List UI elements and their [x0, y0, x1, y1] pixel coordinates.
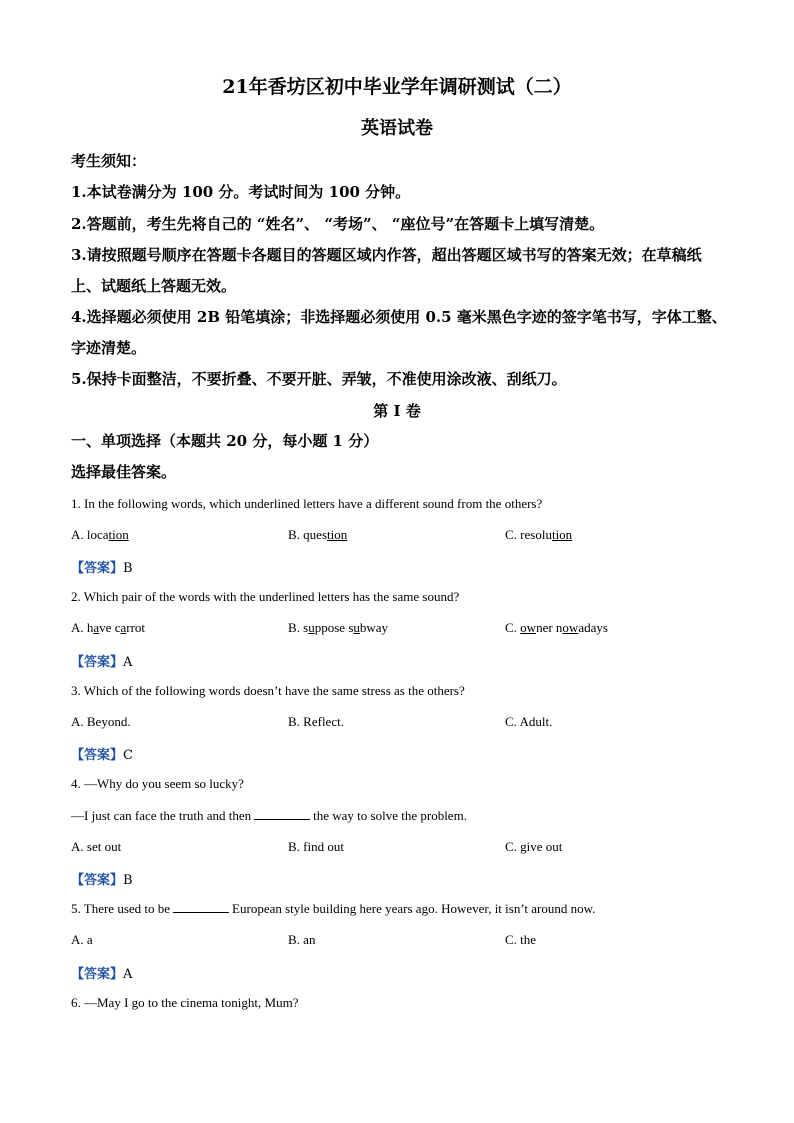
notice-item-5: 5.保持卡面整洁，不要折叠、不要开脏、弄皱，不准使用涂改液、刮纸刀。: [71, 370, 567, 388]
question-3-option-b: B. Reflect.: [288, 714, 344, 729]
part-title: 一、单项选择（本题共 20 分，每小题 1 分）: [71, 432, 379, 450]
answer-blank: [173, 902, 229, 913]
question-4-option-a: A. set out: [71, 839, 122, 854]
question-3-option-a: A. Beyond.: [71, 714, 131, 729]
question-3-stem: 3. Which of the following words doesn’t have the same stress as the others?: [71, 683, 465, 698]
question-5-option-b: B. an: [288, 932, 316, 947]
question-5-option-c: C. the: [505, 932, 537, 947]
question-3-option-c: C. Adult.: [505, 714, 553, 729]
question-1-answer: 【答案】B: [71, 561, 133, 576]
question-1-option-b: B. question: [288, 527, 348, 542]
question-4-stem-2: —I just can face the truth and then the way to solve the problem.: [71, 808, 467, 823]
question-5-answer: 【答案】A: [71, 967, 133, 982]
question-2-option-b: B. suppose subway: [288, 620, 389, 635]
question-3-answer: 【答案】C: [71, 748, 133, 763]
notice-item-1: 1.本试卷满分为 100 分。考试时间为 100 分钟。: [71, 183, 411, 201]
question-4-stem: 4. —Why do you seem so lucky?: [71, 776, 244, 791]
question-4-option-b: B. find out: [288, 839, 344, 854]
question-4-answer: 【答案】B: [71, 873, 133, 888]
question-6-stem: 6. —May I go to the cinema tonight, Mum?: [71, 995, 299, 1010]
question-2-option-a: A. have carrot: [71, 620, 146, 635]
question-2-option-c: C. owner nowadays: [505, 620, 608, 635]
volume-heading: 第 I 卷: [373, 402, 421, 420]
question-1-option-c: C. resolution: [505, 527, 573, 542]
question-4-option-c: C. give out: [505, 839, 563, 854]
exam-subtitle: 英语试卷: [361, 118, 433, 139]
question-2-answer: 【答案】A: [71, 655, 133, 670]
part-instruction: 选择最佳答案。: [71, 463, 177, 481]
question-5-stem: 5. There used to be European style building here years ago. However, it isn’t around now.: [71, 901, 596, 916]
notice-item-3: 3.请按照题号顺序在答题卡各题目的答题区域内作答，超出答题区域书写的答案无效；在草稿纸上、试题纸上答题无效。: [71, 246, 702, 295]
exam-title: 21年香坊区初中毕业学年调研测试（二）: [222, 76, 572, 98]
question-5-option-a: A. a: [71, 932, 93, 947]
answer-blank: [254, 809, 310, 820]
question-2-stem: 2. Which pair of the words with the underlined letters has the same sound?: [71, 589, 460, 604]
question-1-stem: 1. In the following words, which underlined letters have a different sound from the others?: [71, 496, 543, 511]
notice-item-4: 4.选择题必须使用 2B 铅笔填涂；非选择题必须使用 0.5 毫米黑色字迹的签字笔书写，字体工整、字迹清楚。: [71, 308, 727, 357]
question-1-option-a: A. location: [71, 527, 129, 542]
notice-heading: 考生须知：: [71, 152, 147, 170]
notice-item-2: 2.答题前，考生先将自己的 “姓名”、 “考场”、 “座位号”在答题卡上填写清楚。: [71, 215, 605, 233]
